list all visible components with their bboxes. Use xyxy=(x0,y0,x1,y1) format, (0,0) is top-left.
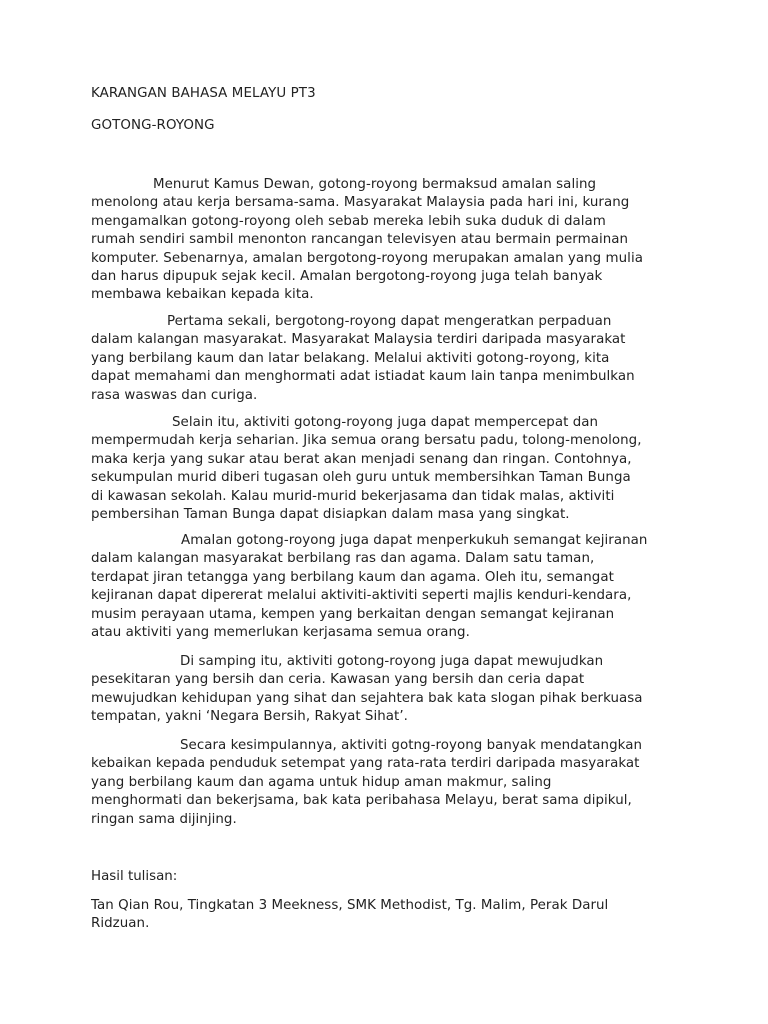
paragraph-line: Menurut Kamus Dewan, gotong-royong bermaksud amalan saling xyxy=(153,177,597,192)
document-subtitle: GOTONG-ROYONG xyxy=(91,118,215,133)
paragraph-line: mewujudkan kehidupan yang sihat dan sejahtera bak kata slogan pihak berkuasa xyxy=(91,690,643,706)
paragraph-line: dapat memahami dan menghormati adat istiadat kaum lain tanpa menimbulkan xyxy=(91,369,635,385)
author-label: Hasil tulisan: xyxy=(91,869,178,884)
paragraph-5 xyxy=(91,653,643,727)
paragraph-line: rasa waswas dan curiga. xyxy=(91,387,258,403)
paragraph-line: Pertama sekali, bergotong-royong dapat mengeratkan perpaduan xyxy=(167,314,612,329)
document-title: KARANGAN BAHASA MELAYU PT3 xyxy=(91,86,316,101)
paragraph-line: maka kerja yang sukar atau berat akan menjadi senang dan ringan. Contohnya, xyxy=(91,451,632,467)
author-block xyxy=(91,897,608,934)
paragraph-line: tempatan, yakni ‘Negara Bersih, Rakyat Sihat’. xyxy=(91,709,408,725)
author-line: Ridzuan. xyxy=(91,916,150,932)
paragraph-line: pembersihan Taman Bunga dapat disiapkan dalam masa yang singkat. xyxy=(91,507,570,523)
paragraph-line: rumah sendiri sambil menonton rancangan televisyen atau bermain permainan xyxy=(91,232,629,248)
paragraph-3 xyxy=(91,414,642,524)
paragraph-1 xyxy=(91,176,643,305)
paragraph-2 xyxy=(91,313,635,405)
paragraph-line: menghormati dan bekerjsama, bak kata peribahasa Melayu, berat sama dipikul, xyxy=(91,793,632,809)
author-line: Tan Qian Rou, Tingkatan 3 Meekness, SMK Methodist, Tg. Malim, Perak Darul xyxy=(91,898,609,913)
paragraph-line: yang berbilang kaum dan latar belakang. Melalui aktiviti gotong-royong, kita xyxy=(91,350,610,366)
paragraph-line: dalam kalangan masyarakat. Masyarakat Malaysia terdiri daripada masyarakat xyxy=(91,332,626,348)
paragraph-line: mengamalkan gotong-royong oleh sebab mereka lebih suka duduk di dalam xyxy=(91,213,606,229)
paragraph-line: yang berbilang kaum dan agama untuk hidup aman makmur, saling xyxy=(91,774,552,790)
paragraph-line: mempermudah kerja seharian. Jika semua orang bersatu padu, tolong-menolong, xyxy=(91,433,642,449)
paragraph-line: dalam kalangan masyarakat berbilang ras dan agama. Dalam satu taman, xyxy=(91,551,595,567)
paragraph-line: Selain itu, aktiviti gotong-royong juga dapat mempercepat dan xyxy=(172,415,599,430)
paragraph-line: musim perayaan utama, kempen yang berkaitan dengan semangat kejiranan xyxy=(91,606,615,622)
paragraph-line: ringan sama dijinjing. xyxy=(91,811,237,827)
paragraph-line: kebaikan kepada penduduk setempat yang rata-rata terdiri daripada masyarakat xyxy=(91,756,640,772)
paragraph-line: atau aktiviti yang memerlukan kerjasama semua orang. xyxy=(91,625,470,641)
paragraph-line: Amalan gotong-royong juga dapat menperkukuh semangat kejiranan xyxy=(181,533,648,548)
paragraph-line: menolong atau kerja bersama-sama. Masyarakat Malaysia pada hari ini, kurang xyxy=(91,195,630,211)
paragraph-line: membawa kebaikan kepada kita. xyxy=(91,287,314,303)
paragraph-4 xyxy=(91,532,647,642)
paragraph-line: Secara kesimpulannya, aktiviti gotng-royong banyak mendatangkan xyxy=(180,738,642,753)
paragraph-line: Di samping itu, aktiviti gotong-royong juga dapat mewujudkan xyxy=(180,654,604,669)
paragraph-line: komputer. Sebenarnya, amalan bergotong-royong merupakan amalan yang mulia xyxy=(91,250,643,266)
paragraph-6 xyxy=(91,737,642,829)
paragraph-line: kejiranan dapat dipererat melalui aktiviti-aktiviti seperti majlis kenduri-kendara, xyxy=(91,588,632,604)
paragraph-line: terdapat jiran tetangga yang berbilang kaum dan agama. Oleh itu, semangat xyxy=(91,569,614,585)
paragraph-line: di kawasan sekolah. Kalau murid-murid bekerjasama dan tidak malas, aktiviti xyxy=(91,488,615,504)
paragraph-line: sekumpulan murid diberi tugasan oleh guru untuk membersihkan Taman Bunga xyxy=(91,470,631,486)
paragraph-line: pesekitaran yang bersih dan ceria. Kawasan yang bersih dan ceria dapat xyxy=(91,672,585,688)
paragraph-line: dan harus dipupuk sejak kecil. Amalan bergotong-royong juga telah banyak xyxy=(91,269,603,285)
